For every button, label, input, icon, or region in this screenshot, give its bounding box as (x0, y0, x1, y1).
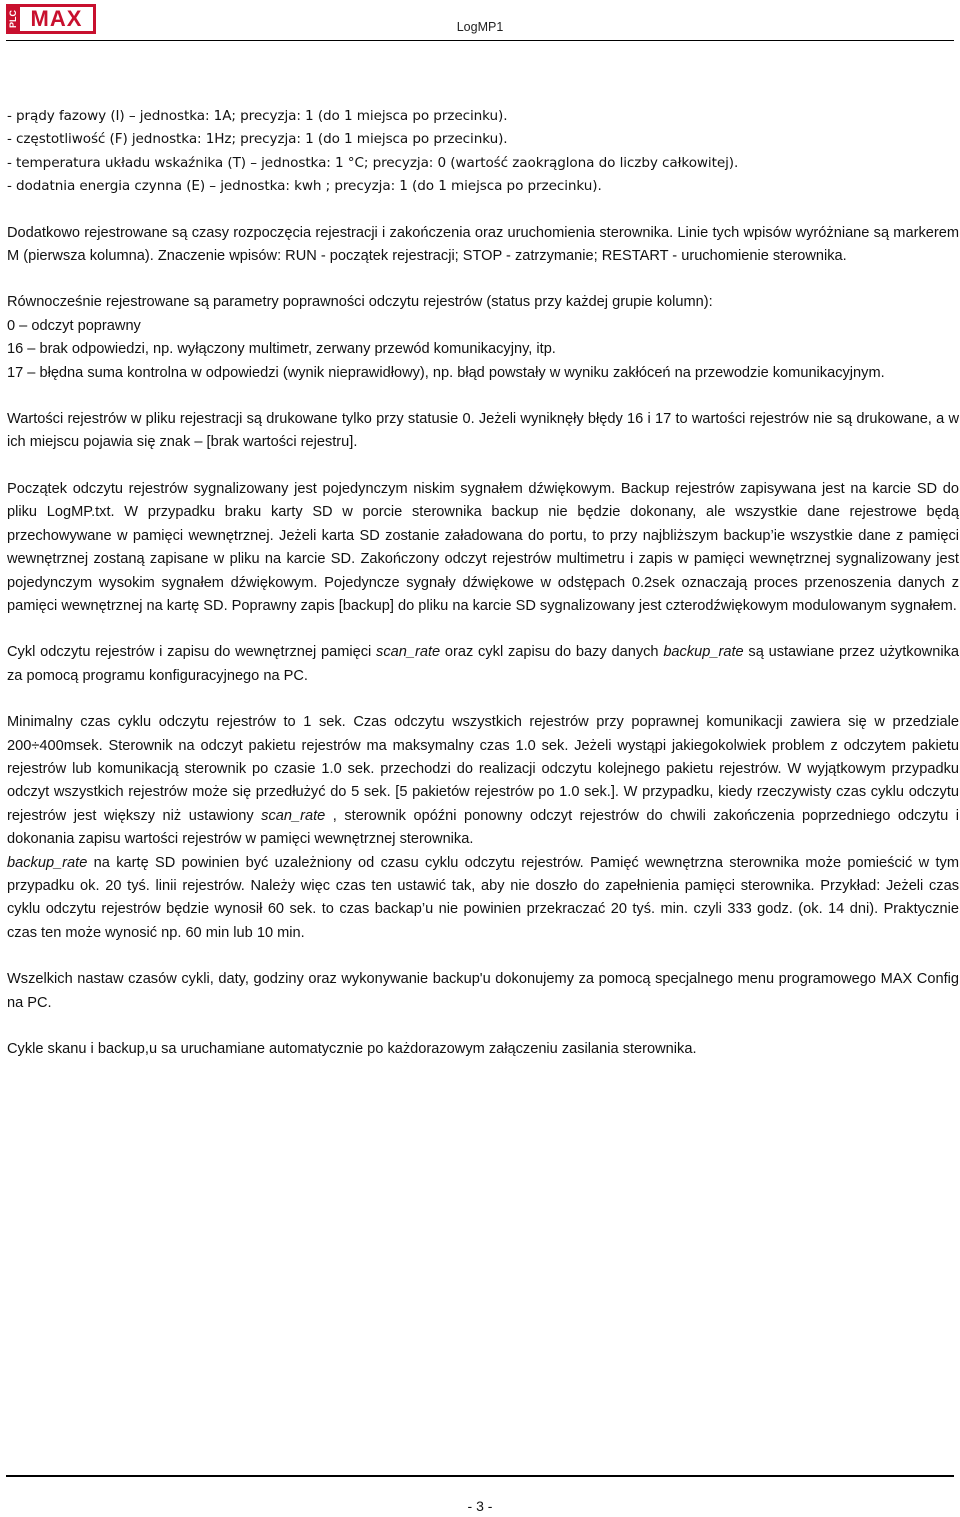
text-span: , sterownik opóźni ponowny odczyt rejestrów do chwili zakończenia poprzedniego odczytu i dokonania zapisu wartości rejestrów w pamięci wewnętrznej sterownika. (7, 807, 959, 848)
header-divider (6, 40, 954, 41)
logo-text: MAX (20, 4, 96, 34)
list-item: - częstotliwość (F) jednostka: 1Hz; precyzja: 1 (do 1 miejsca po przecinku). (7, 131, 508, 148)
paragraph-backup: Początek odczytu rejestrów sygnalizowany jest pojedynczym niskim sygnałem dźwiękowym. Backup rejestrów zapisywana jest na karcie SD do pliku LogMP.txt. W przypadku braku karty SD w porcie sterownika backup nie będzie dokonany, ale wszystkie dane rejestrowe będą przechowywane w pamięci wewnętrznej. Jeżeli karta SD zostanie załadowana do portu, to przy najbliższym backup’ie wszystkie dane z pamięci wewnętrznej zostaną zapisane w pliku na karcie SD. Zakończony odczyt rejestrów multimetru i zapis w pamięci wewnętrznej sygnalizowany jest pojedynczym wysokim sygnałem dźwiękowym. Pojedyncze sygnały dźwiękowe w odstępach 0.2sek oznaczają proces przenoszenia danych z pamięci wewnętrznej na kartę SD. Poprawny zapis [backup] do pliku na karcie SD sygnalizowany jest czterodźwiękowym modulowanym sygnałem. (7, 480, 959, 614)
term-backup-rate: backup_rate (663, 644, 744, 661)
text-span: oraz cykl zapisu do bazy danych (440, 644, 664, 661)
paragraph-config: Wszelkich nastaw czasów cykli, daty, godziny oraz wykonywanie backup'u dokonujemy za pomocą specjalnego menu programowego MAX Config na PC. (7, 971, 959, 1011)
list-item: - prądy fazowy (I) – jednostka: 1A; precyzja: 1 (do 1 miejsca po przecinku). (7, 108, 508, 124)
status-line-16: 16 – brak odpowiedzi, np. wyłączony multimetr, zerwany przewód komunikacyjny, itp. (7, 341, 556, 358)
text-span: na kartę SD powinien być uzależniony od czasu cyklu odczytu rejestrów. Pamięć wewnętrzna sterownika może pomieścić w tym przypadku ok. 20 tyś. linii rejestrów. Należy więc czas ten ustawić tak, aby nie doszło do zapełnienia pamięci sterownika. Przykład: Jeżeli czas cyklu odczytu rejestrów będzie wynosił 60 sek. to czas backap’u nie powinien przekraczać 20 tyś. min. czyli 333 godz. (ok. 14 dni). Praktycznie czas ten może wynosić np. 60 min lub 10 min. (7, 854, 959, 941)
paragraph-timing (7, 711, 959, 851)
paragraph-backup-rate (7, 852, 959, 946)
paragraph-autostart: Cykle skanu i backup,u sa uruchamiane automatycznie po każdorazowym załączeniu zasilania sterownika. (7, 1041, 697, 1057)
page-number: - 3 - (467, 1498, 493, 1514)
text-span: Cykl odczytu rejestrów i zapisu do wewnętrznej pamięci (7, 644, 377, 661)
list-item: - dodatnia energia czynna (E) – jednostka: kwh ; precyzja: 1 (do 1 miejsca po przecinku). (7, 178, 602, 195)
term-backup-rate: backup_rate (7, 854, 88, 871)
footer-divider (6, 1475, 954, 1477)
list-item: - temperatura układu wskaźnika (T) – jednostka: 1 °C; precyzja: 0 (wartość zaokrąglona do liczby całkowitej). (7, 154, 739, 171)
paragraph-markers: Dodatkowo rejestrowane są czasy rozpoczęcia rejestracji i zakończenia oraz uruchomienia sterownika. Linie tych wpisów wyróżniane są markerem M (pierwsza kolumna). Znaczenie wpisów: RUN - początek rejestracji; STOP - zatrzymanie; RESTART - uruchomienie sterownika. (7, 224, 959, 265)
document-title: LogMP1 (456, 20, 504, 34)
text-span: Minimalny czas cyklu odczytu rejestrów to 1 sek. Czas odczytu wszystkich rejestrów przy poprawnej komunikacji zawiera się w przedziale 200÷400msek. Sterownik na odczyt pakietu rejestrów ma maksymalny czas 1.0 sek. Jeżeli wystąpi jakiegokolwiek problem z odczytem pakietu rejestrów lub komunikacją sterownik po czasie 1.0 sek. przechodzi do realizacji odczytu kolejnego pakietu rejestrów. W wyjątkowym przypadku odczyt wszystkich rejestrów może się przedłużyć do 5 sek. [5 pakietów rejestrów po 1.0 sek.]. W przypadku, kiedy rzeczywisty czas cyklu odczytu rejestrów jest większy niż ustawiony (7, 714, 959, 824)
parameter-list (7, 105, 959, 199)
term-scan-rate: scan_rate (261, 807, 326, 824)
paragraph-status-intro: Równocześnie rejestrowane są parametry poprawności odczytu rejestrów (status przy każdej grupie kolumn): (7, 294, 713, 311)
paragraph-cycle (7, 641, 959, 688)
text-span: są ustawiane przez użytkownika za pomocą programu konfiguracyjnego na PC. (7, 644, 959, 684)
paragraph-values: Wartości rejestrów w pliku rejestracji są drukowane tylko przy statusie 0. Jeżeli wyniknęły błędy 16 i 17 to wartości rejestrów nie są drukowane, a w ich miejscu pojawia się znak – [brak wartości rejestru]. (7, 411, 959, 451)
status-line-0: 0 – odczyt poprawny (7, 317, 141, 334)
status-line-17: 17 – błędna suma kontrolna w odpowiedzi (wynik nieprawidłowy), np. błąd powstały w wyniku zakłóceń na przewodzie komunikacyjnym. (7, 364, 885, 381)
logo-prefix: PLC (6, 4, 20, 34)
term-scan-rate: scan_rate (376, 644, 441, 661)
document-body (7, 105, 959, 1061)
page-header (0, 0, 960, 40)
